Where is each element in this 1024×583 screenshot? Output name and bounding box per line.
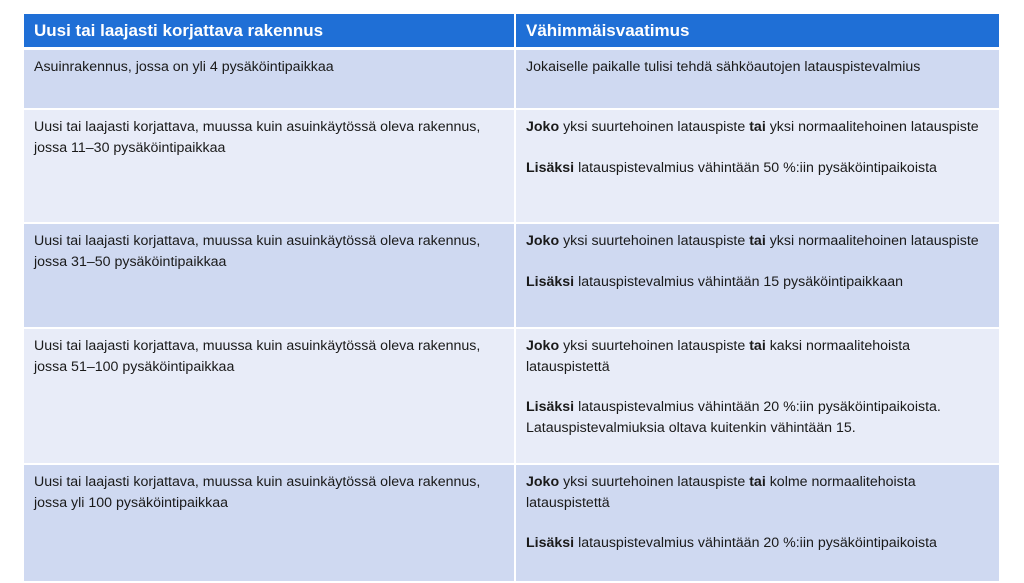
additional-text: latauspistevalmius vähintään 15 pysäköintipaikkaan [574, 273, 904, 290]
building-cell: Uusi tai laajasti korjattava, muussa kuin asuinkäytössä oleva rakennus, jossa yli 100 pysäköintipaikkaa [24, 464, 515, 582]
table-row [24, 223, 999, 328]
table-header-row [24, 14, 999, 49]
header-building: Uusi tai laajasti korjattava rakennus [24, 14, 515, 49]
joko-label: Joko [526, 233, 560, 249]
requirement-either-or [526, 472, 989, 513]
lisaksi-label: Lisäksi [526, 535, 575, 551]
requirement-cell [515, 49, 999, 110]
requirement-either-or [526, 117, 989, 138]
table-row [24, 109, 999, 223]
requirement-additionally [526, 158, 989, 179]
requirement-cell [515, 223, 999, 328]
requirement-cell [515, 464, 999, 582]
header-requirement: Vähimmäisvaatimus [515, 14, 999, 49]
additional-text: latauspistevalmius vähintään 20 %:iin pysäköintipaikoista [574, 535, 937, 551]
building-cell: Asuinrakennus, jossa on yli 4 pysäköintipaikkaa [24, 49, 515, 110]
option-one-text: yksi suurtehoinen latauspiste [559, 338, 750, 354]
joko-label: Joko [526, 338, 560, 354]
joko-label: Joko [526, 119, 560, 135]
lisaksi-label: Lisäksi [526, 159, 575, 176]
tai-label: tai [749, 119, 766, 135]
option-one-text: yksi suurtehoinen latauspiste [559, 474, 750, 490]
option-two-text: kolme normaalitehoista latauspistettä [526, 474, 916, 511]
requirement-either-or [526, 231, 989, 252]
lisaksi-label: Lisäksi [526, 273, 575, 290]
tai-label: tai [749, 338, 766, 354]
requirement-cell [515, 328, 999, 464]
option-one-text: yksi suurtehoinen latauspiste [559, 119, 750, 135]
requirement-cell [515, 109, 999, 223]
additional-text: latauspistevalmius vähintään 20 %:iin pysäköintipaikoista. Latauspistevalmiuksia oltava kuitenkin vähintään 15. [526, 399, 941, 436]
building-cell: Uusi tai laajasti korjattava, muussa kuin asuinkäytössä oleva rakennus, jossa 31–50 pysäköintipaikkaa [24, 223, 515, 328]
building-cell: Uusi tai laajasti korjattava, muussa kuin asuinkäytössä oleva rakennus, jossa 11–30 pysäköintipaikkaa [24, 109, 515, 223]
requirement-additionally [526, 533, 989, 554]
option-two-text: kaksi normaalitehoista latauspistettä [526, 338, 911, 375]
requirements-table [24, 14, 999, 583]
tai-label: tai [749, 233, 766, 249]
joko-label: Joko [526, 474, 560, 490]
option-one-text: yksi suurtehoinen latauspiste [559, 233, 750, 249]
option-two-text: yksi normaalitehoinen latauspiste [765, 119, 979, 135]
additional-text: latauspistevalmius vähintään 50 %:iin pysäköintipaikoista [574, 159, 937, 176]
requirement-additionally [526, 397, 989, 438]
building-cell: Uusi tai laajasti korjattava, muussa kuin asuinkäytössä oleva rakennus, jossa 51–100 pysäköintipaikkaa [24, 328, 515, 464]
requirement-either-or [526, 336, 989, 377]
option-two-text: yksi normaalitehoinen latauspiste [765, 233, 979, 249]
requirement-text: Jokaiselle paikalle tulisi tehdä sähköautojen latauspistevalmius [526, 59, 921, 75]
tai-label: tai [749, 474, 766, 490]
table-row [24, 328, 999, 464]
table-row [24, 464, 999, 582]
table-row [24, 49, 999, 110]
requirement-additionally [526, 272, 989, 293]
lisaksi-label: Lisäksi [526, 399, 575, 415]
